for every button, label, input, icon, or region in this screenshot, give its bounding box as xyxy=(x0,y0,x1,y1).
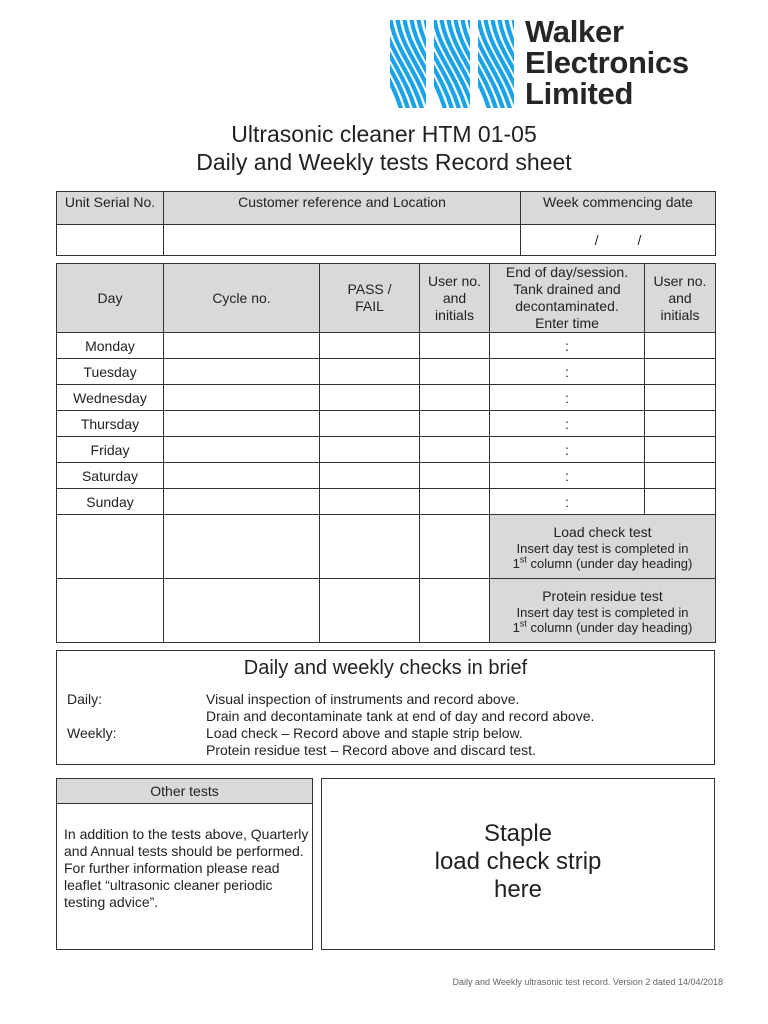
load-check-line1: Insert day test is completed in xyxy=(516,540,689,556)
user-initials-2-field[interactable] xyxy=(645,359,716,385)
pass-fail-field[interactable] xyxy=(320,359,420,385)
week-commencing-field[interactable] xyxy=(521,225,716,256)
cycle-no-field[interactable] xyxy=(164,385,320,411)
weekly-line-1: Load check – Record above and staple strip below. xyxy=(206,725,523,741)
user-initials-field[interactable] xyxy=(420,463,490,489)
cycle-no-field[interactable] xyxy=(164,333,320,359)
day-label: Wednesday xyxy=(57,385,164,411)
end-time-field[interactable]: : xyxy=(490,359,645,385)
daily-line-1: Visual inspection of instruments and record above. xyxy=(206,691,520,707)
end-time-field[interactable]: : xyxy=(490,437,645,463)
header-unit-serial: Unit Serial No. xyxy=(57,192,164,225)
pass-fail-field[interactable] xyxy=(320,411,420,437)
title-line-2: Daily and Weekly tests Record sheet xyxy=(196,149,572,175)
load-check-day-field[interactable] xyxy=(57,515,164,579)
cycle-no-field[interactable] xyxy=(164,437,320,463)
daily-line-2: Drain and decontaminate tank at end of day and record above. xyxy=(206,708,595,724)
user-initials-field[interactable] xyxy=(420,359,490,385)
staple-line: Staple xyxy=(483,820,553,847)
company-name-line: Electronics xyxy=(525,45,689,80)
cycle-no-field[interactable] xyxy=(164,463,320,489)
staple-line: load check strip xyxy=(434,848,602,875)
protein-residue-test-note xyxy=(490,579,716,643)
protein-test-num: 1 xyxy=(512,619,520,635)
company-name xyxy=(525,16,689,109)
header-user-initials-2: User no. and initials xyxy=(645,264,716,333)
daily-label: Daily: xyxy=(67,691,103,707)
day-label: Monday xyxy=(57,333,164,359)
header-user-initials: User no. and initials xyxy=(420,264,490,333)
unit-info-table xyxy=(56,191,716,256)
protein-test-cycle-field[interactable] xyxy=(164,579,320,643)
header-end-of-day: End of day/session. Tank drained and decontaminated. Enter time xyxy=(490,264,645,333)
user-initials-field[interactable] xyxy=(420,437,490,463)
date-placeholder: / / xyxy=(594,232,642,248)
load-check-title: Load check test xyxy=(553,523,652,540)
document-title xyxy=(0,120,768,176)
header-week-commencing: Week commencing date xyxy=(521,192,716,225)
user-initials-2-field[interactable] xyxy=(645,411,716,437)
staple-area xyxy=(321,778,715,950)
day-label: Sunday xyxy=(57,489,164,515)
load-check-cycle-field[interactable] xyxy=(164,515,320,579)
other-tests-box xyxy=(56,778,313,950)
pass-fail-field[interactable] xyxy=(320,385,420,411)
header-pass-fail: PASS / FAIL xyxy=(320,264,420,333)
daily-record-table xyxy=(56,263,716,643)
header-day: Day xyxy=(57,264,164,333)
table-row xyxy=(57,411,716,437)
pass-fail-field[interactable] xyxy=(320,463,420,489)
brief-title: Daily and weekly checks in brief xyxy=(243,657,528,679)
title-line-1: Ultrasonic cleaner HTM 01-05 xyxy=(231,121,537,147)
user-initials-2-field[interactable] xyxy=(645,385,716,411)
load-check-user-field[interactable] xyxy=(420,515,490,579)
day-label: Friday xyxy=(57,437,164,463)
protein-test-line2: column (under day heading) xyxy=(526,619,693,635)
end-time-field[interactable]: : xyxy=(490,333,645,359)
end-time-field[interactable]: : xyxy=(490,385,645,411)
pass-fail-field[interactable] xyxy=(320,437,420,463)
protein-test-line1: Insert day test is completed in xyxy=(516,604,689,620)
end-time-field[interactable]: : xyxy=(490,463,645,489)
user-initials-2-field[interactable] xyxy=(645,333,716,359)
protein-test-day-field[interactable] xyxy=(57,579,164,643)
user-initials-2-field[interactable] xyxy=(645,437,716,463)
user-initials-field[interactable] xyxy=(420,333,490,359)
table-row xyxy=(57,385,716,411)
staple-instructions xyxy=(322,820,714,904)
user-initials-2-field[interactable] xyxy=(645,489,716,515)
user-initials-field[interactable] xyxy=(420,385,490,411)
load-check-num: 1 xyxy=(512,555,520,571)
other-tests-body: In addition to the tests above, Quarterly and Annual tests should be performed. For further information please read leaflet “ultrasonic cleaner periodic testing advice”. xyxy=(64,826,309,910)
table-row xyxy=(57,359,716,385)
end-time-field[interactable]: : xyxy=(490,489,645,515)
load-check-line2: column (under day heading) xyxy=(526,555,693,571)
user-initials-2-field[interactable] xyxy=(645,463,716,489)
load-check-sup: st xyxy=(519,554,527,565)
other-tests-heading: Other tests xyxy=(57,779,312,804)
table-row xyxy=(57,333,716,359)
unit-serial-field[interactable] xyxy=(57,225,164,256)
staple-line: here xyxy=(493,876,543,903)
table-row xyxy=(57,437,716,463)
cycle-no-field[interactable] xyxy=(164,489,320,515)
cycle-no-field[interactable] xyxy=(164,359,320,385)
table-row xyxy=(57,489,716,515)
header-cycle-no: Cycle no. xyxy=(164,264,320,333)
day-label: Tuesday xyxy=(57,359,164,385)
protein-test-user-field[interactable] xyxy=(420,579,490,643)
company-name-line: Walker xyxy=(525,14,624,49)
day-label: Saturday xyxy=(57,463,164,489)
protein-test-result-field[interactable] xyxy=(320,579,420,643)
company-name-line: Limited xyxy=(525,76,634,111)
day-label: Thursday xyxy=(57,411,164,437)
user-initials-field[interactable] xyxy=(420,411,490,437)
protein-test-sup: st xyxy=(519,618,527,629)
weekly-label: Weekly: xyxy=(67,725,117,741)
protein-test-title: Protein residue test xyxy=(542,587,663,604)
company-logo-icon xyxy=(390,20,515,108)
pass-fail-field[interactable] xyxy=(320,489,420,515)
footer-version: Daily and Weekly ultrasonic test record. Version 2 dated 14/04/2018 xyxy=(452,977,723,987)
load-check-test-note xyxy=(490,515,716,579)
user-initials-field[interactable] xyxy=(420,489,490,515)
table-row xyxy=(57,463,716,489)
load-check-result-field[interactable] xyxy=(320,515,420,579)
weekly-line-2: Protein residue test – Record above and discard test. xyxy=(206,742,536,758)
pass-fail-field[interactable] xyxy=(320,333,420,359)
end-time-field[interactable]: : xyxy=(490,411,645,437)
header-customer-reference: Customer reference and Location xyxy=(164,192,521,225)
cycle-no-field[interactable] xyxy=(164,411,320,437)
checks-in-brief-box xyxy=(56,650,715,765)
customer-reference-field[interactable] xyxy=(164,225,521,256)
